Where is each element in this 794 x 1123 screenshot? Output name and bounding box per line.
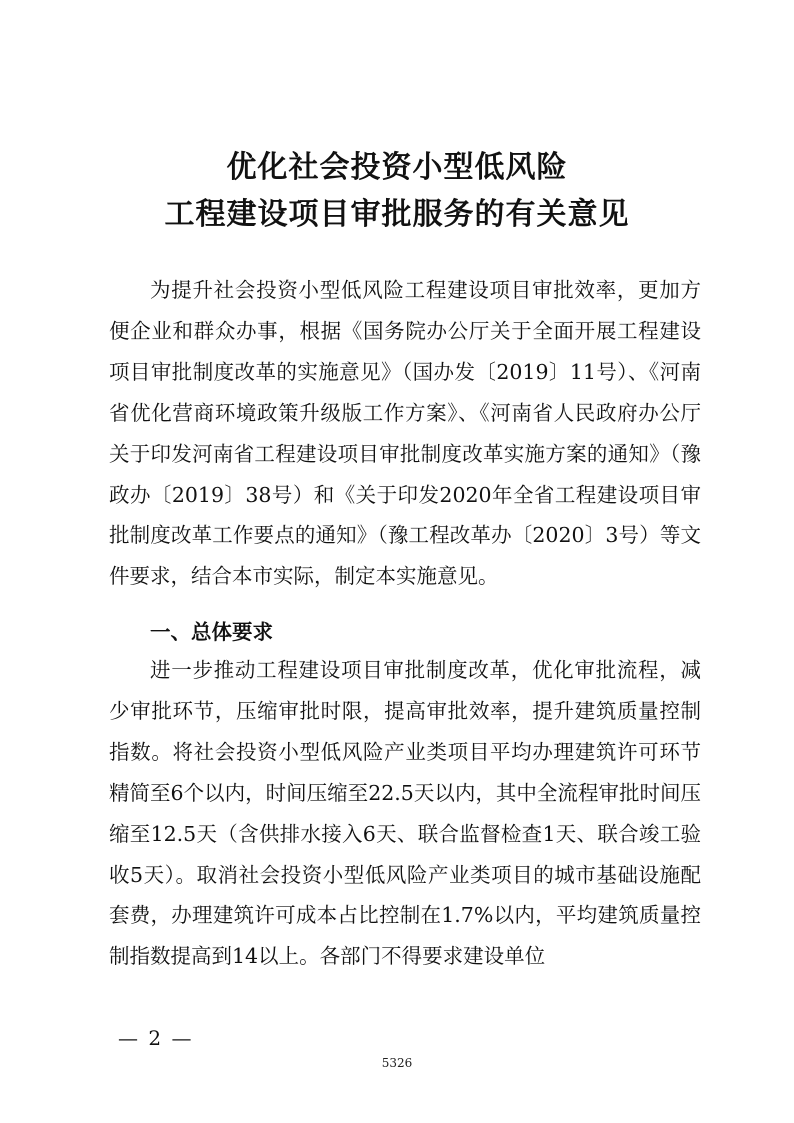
stamp-number: 5326 xyxy=(381,1056,413,1070)
document-title-line-2: 工程建设项目审批服务的有关意见 xyxy=(164,197,630,232)
document-title-line-1: 优化社会投资小型低风险 xyxy=(226,150,568,185)
section-1-paragraph: 进一步推动工程建设项目审批制度改革，优化审批流程，减少审批环节，压缩审批时限，提高审批效率，提升建筑质量控制指数。将社会投资小型低风险产业类项目平均办理建筑许可环节精简至6个以内，时间压缩至22.5天以内，其中全流程审批时间压缩至12.5天（含供排水接入6天、联合监督检查1天、联合竣工验收5天）。取消社会投资小型低风险产业类项目的城市基础设施配套费，办理建筑许可成本占比控制在1.7%以内，平均建筑质量控制指数提高到14以上。各部门不得要求建设单位 xyxy=(109,658,701,969)
section-1-heading: 一、总体要求 xyxy=(150,620,273,644)
intro-paragraph: 为提升社会投资小型低风险工程建设项目审批效率，更加方便企业和群众办事，根据《国务院办公厅关于全面开展工程建设项目审批制度改革的实施意见》（国办发〔2019〕11号）、《河南省优化营商环境政策升级版工作方案》、《河南省人民政府办公厅关于印发河南省工程建设项目审批制度改革实施方案的通知》（豫政办〔2019〕38号）和《关于印发2020年全省工程建设项目审批制度改革工作要点的通知》（豫工程改革办〔2020〕3号）等文件要求，结合本市实际，制定本实施意见。 xyxy=(109,278,701,589)
page-number: — 2 — xyxy=(118,1026,194,1050)
